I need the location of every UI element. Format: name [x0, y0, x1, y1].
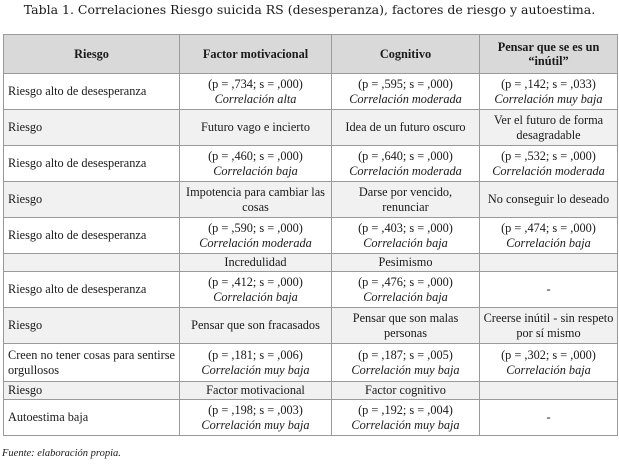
correlation-stat: (p = ,302; s = ,000): [501, 347, 596, 362]
cell-c3: [480, 272, 618, 308]
correlation-stat: (p = ,590; s = ,000): [208, 220, 303, 235]
cell-c1: [180, 272, 332, 308]
table-row: [4, 110, 618, 146]
correlation-stat: (p = ,595; s = ,000): [358, 76, 453, 91]
cell-c1: [180, 182, 332, 218]
row-label: Riesgo: [4, 182, 180, 218]
correlation-stat: (p = ,192; s = ,004): [358, 402, 453, 417]
cell-text: Ver el futuro de forma desagradable: [493, 112, 604, 142]
cell-c1: [180, 218, 332, 254]
correlation-stat: (p = ,474; s = ,000): [501, 220, 596, 235]
correlation-strength: Correlación moderada: [492, 163, 605, 178]
correlation-stat: (p = ,142; s = ,033): [501, 76, 596, 91]
table-row: [4, 382, 618, 400]
row-label: [4, 254, 180, 272]
correlation-strength: Correlación baja: [506, 362, 591, 377]
cell-c2: [332, 110, 480, 146]
correlation-strength: Correlación baja: [363, 235, 448, 250]
row-label: Autoestima baja: [4, 400, 180, 436]
table-row: [4, 254, 618, 272]
table-row: [4, 74, 618, 110]
correlation-stat: (p = ,532; s = ,000): [501, 148, 596, 163]
cell-text: Idea de un futuro oscuro: [345, 120, 466, 134]
cell-c2: [332, 272, 480, 308]
cell-text: Impotencia para cambiar las cosas: [186, 184, 325, 214]
table-row: [4, 182, 618, 218]
table-row: [4, 400, 618, 436]
cell-c1: [180, 308, 332, 344]
correlation-strength: Correlación baja: [363, 289, 448, 304]
table-row: [4, 218, 618, 254]
correlation-stat: (p = ,476; s = ,000): [358, 274, 453, 289]
table-caption: Tabla 1. Correlaciones Riesgo suicida RS (desesperanza), factores de riesgo y autoestima.: [23, 2, 596, 17]
row-label: Riesgo: [4, 308, 180, 344]
source-note: Fuente: elaboración propia.: [2, 448, 121, 459]
cell-text: Futuro vago e incierto: [201, 120, 310, 134]
correlation-strength: Correlación muy baja: [201, 417, 310, 432]
row-label: Riesgo alto de desesperanza: [4, 218, 180, 254]
cell-c2: [332, 146, 480, 182]
cell-text: Creerse inútil - sin respeto por sí mismo: [483, 310, 614, 340]
cell-c3: [480, 382, 618, 400]
cell-c2: [332, 382, 480, 400]
header-factor-motivacional: Factor motivacional: [180, 35, 332, 74]
cell-c1: [180, 74, 332, 110]
correlation-table: [3, 34, 618, 436]
cell-c2: [332, 308, 480, 344]
cell-c1: [180, 110, 332, 146]
cell-text: Factor motivacional: [206, 383, 305, 397]
correlation-stat: (p = ,198; s = ,003): [208, 402, 303, 417]
cell-c3: [480, 182, 618, 218]
cell-c3: [480, 146, 618, 182]
correlation-stat: (p = ,181; s = ,006): [208, 347, 303, 362]
cell-c1: [180, 344, 332, 382]
cell-text: Pesimismo: [378, 255, 433, 269]
cell-c3: [480, 218, 618, 254]
correlation-strength: Correlación alta: [214, 91, 297, 106]
header-riesgo: Riesgo: [4, 35, 180, 74]
cell-text: Darse por vencido, renunciar: [358, 184, 453, 214]
cell-text: No conseguir lo deseado: [487, 192, 610, 206]
correlation-strength: Correlación muy baja: [494, 91, 603, 106]
correlation-strength: Correlación muy baja: [201, 362, 310, 377]
correlation-stat: (p = ,412; s = ,000): [208, 274, 303, 289]
cell-c2: [332, 400, 480, 436]
cell-text: Pensar que son malas personas: [352, 310, 459, 340]
cell-text: -: [546, 282, 551, 296]
correlation-strength: Correlación muy baja: [351, 417, 460, 432]
correlation-stat: (p = ,640; s = ,000): [358, 148, 453, 163]
cell-c1: [180, 146, 332, 182]
cell-text: Pensar que son fracasados: [191, 318, 320, 332]
cell-text: Incredulidad: [224, 255, 287, 269]
cell-c3: [480, 74, 618, 110]
header-inutil: Pensar que se es un “inútil”: [480, 35, 618, 74]
row-label: Riesgo alto de desesperanza: [4, 272, 180, 308]
row-label: Riesgo: [4, 110, 180, 146]
row-label: Creen no tener cosas para sentirse orgullosos: [4, 344, 180, 382]
table-row: [4, 308, 618, 344]
row-label: Riesgo alto de desesperanza: [4, 146, 180, 182]
correlation-stat: (p = ,460; s = ,000): [208, 148, 303, 163]
correlation-stat: (p = ,187; s = ,005): [358, 347, 453, 362]
cell-c3: [480, 400, 618, 436]
cell-text: Factor cognitivo: [365, 383, 446, 397]
correlation-strength: Correlación baja: [506, 235, 591, 250]
correlation-strength: Correlación muy baja: [351, 362, 460, 377]
cell-c2: [332, 344, 480, 382]
correlation-strength: Correlación baja: [213, 163, 298, 178]
correlation-strength: Correlación moderada: [349, 91, 462, 106]
correlation-strength: Correlación moderada: [199, 235, 312, 250]
cell-c3: [480, 344, 618, 382]
table-row: [4, 272, 618, 308]
cell-c3: [480, 308, 618, 344]
table-row: [4, 344, 618, 382]
row-label: Riesgo: [4, 382, 180, 400]
cell-c1: [180, 254, 332, 272]
cell-c2: [332, 254, 480, 272]
cell-c2: [332, 182, 480, 218]
table-row: [4, 146, 618, 182]
cell-c1: [180, 400, 332, 436]
row-label: Riesgo alto de desesperanza: [4, 74, 180, 110]
table-header-row: [4, 35, 618, 74]
cell-c2: [332, 218, 480, 254]
cell-c1: [180, 382, 332, 400]
cell-text: -: [546, 410, 551, 424]
correlation-strength: Correlación baja: [213, 289, 298, 304]
cell-c2: [332, 74, 480, 110]
cell-c3: [480, 254, 618, 272]
correlation-strength: Correlación moderada: [349, 163, 462, 178]
header-cognitivo: Cognitivo: [332, 35, 480, 74]
correlation-stat: (p = ,734; s = ,000): [208, 76, 303, 91]
correlation-stat: (p = ,403; s = ,000): [358, 220, 453, 235]
cell-c3: [480, 110, 618, 146]
